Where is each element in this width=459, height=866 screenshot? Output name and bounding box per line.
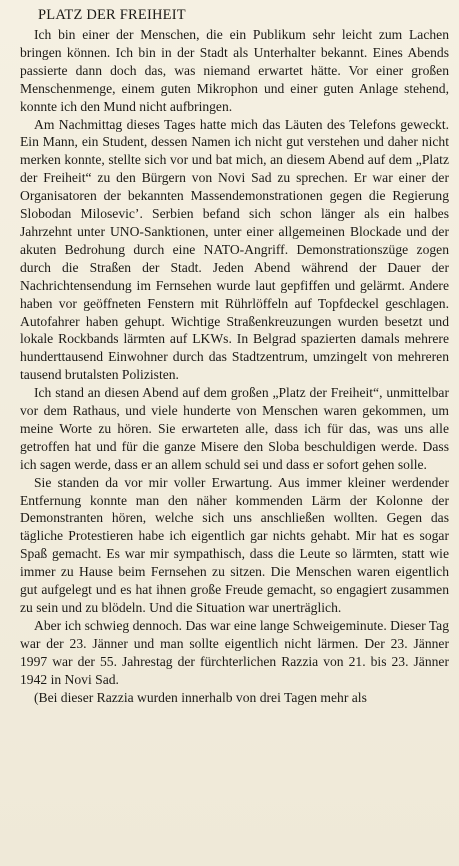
document-title: PLATZ DER FREIHEIT	[38, 7, 186, 23]
paragraph-5: Aber ich schwieg dennoch. Das war eine lange Schweigeminute. Dieser Tag war der 23. Jänner und man sollte eigentlich nicht lärmen. Der 23. Jänner 1997 war der 55. Jahrestag der fürchterlichen Razzia von 21. bis 23. Jänner 1942 in Novi Sad.	[20, 617, 449, 687]
paragraph-3: Ich stand an diesen Abend auf dem großen „Platz der Freiheit“, unmittelbar vor dem Rathaus, und viele hunderte von Menschen waren gekommen, um meine Worte zu hören. Sie erwarteten alle, dass ich für das, was uns alle getroffen hat und für die ganze Misere den Sloba beschuldigen werde. Dass ich sagen werde, dass er an allem schuld sei und dass er sofort gehen solle.	[20, 385, 449, 472]
paragraph-1: Ich bin einer der Menschen, die ein Publikum sehr leicht zum Lachen bringen können. Ich bin in der Stadt als Unterhalter bekannt. Eines Abends passierte dann doch das, was niemand erwartet hätte. Vor einer großen Menschenmenge, einem guten Mikrophon und einer guten Anlage stehend, konnte ich den Mund nicht aufbringen.	[20, 27, 449, 114]
paragraph-2: Am Nachmittag dieses Tages hatte mich das Läuten des Telefons geweckt. Ein Mann, ein Student, dessen Namen ich nicht gut verstehen und daher nicht merken konnte, stellte sich vor und bat mich, an diesem Abend auf dem „Platz der Freiheit“ zu den Bürgern von Novi Sad zu sprechen. Er war einer der Organisatoren der bekannten Massendemonstrationen gegen die Regierung Slobodan Milosevic’. Serbien befand sich schon länger als ein halbes Jahrzehnt unter UNO-Sanktionen, unter einer allgemeinen Blockade und der akuten Bedrohung durch eine NATO-Angriff. Demonstrationszüge zogen durch die Straßen der Stadt. Jeden Abend während der Dauer der Nachrichtensendung im Fernsehen wurde laut gepfiffen und gelärmt. Andere haben vor geöffneten Fenstern mit Rührlöffeln auf Topfdeckel geschlagen. Autofahrer haben gehupt. Wichtige Straßenkreuzungen wurden besetzt und lokale Rockbands lärmten auf LKWs. In Belgrad spazierten damals mehrere hunderttausend Einwohner durch das Stadtzentrum, umzingelt von mehreren tausend brutalsten Polizisten.	[20, 116, 449, 383]
paragraph-4: Sie standen da vor mir voller Erwartung. Aus immer kleiner werdender Entfernung konnte man den näher kommenden Lärm der Kolonne der Demonstranten hören, welche sich uns anschließen wollten. Gegen das tägliche Protestieren habe ich eigentlich gar nichts gehabt. Mir hat es sogar Spaß gemacht. Es war mir sympathisch, dass die Leute so lärmten, statt wie immer zu Hause beim Fernsehen zu sitzen. Die Menschen waren eigentlich gut aufgelegt und es hat ihnen große Freude gemacht, so engagiert zusammen zu sein und zu blödeln. Und die Situation war unerträglich.	[20, 474, 449, 615]
paragraph-6: (Bei dieser Razzia wurden innerhalb von drei Tagen mehr als	[34, 689, 367, 705]
